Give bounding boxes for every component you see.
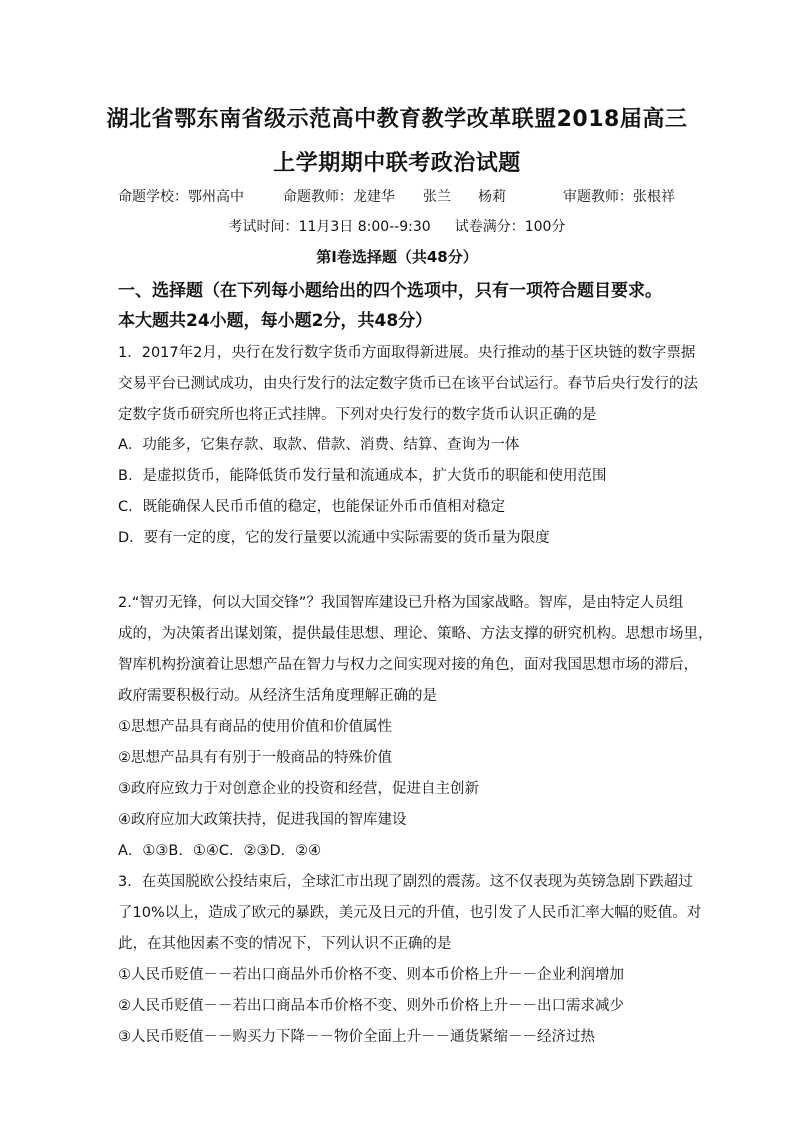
text-line: ③政府应致力于对创意企业的投资和经营，促进自主创新 — [118, 781, 479, 797]
teacher-label: 命题教师：龙建华 — [283, 189, 395, 205]
text-line: A．①③B．①④C．②③D．②④ — [118, 843, 322, 859]
exam-title-line-1: 湖北省鄂东南省级示范高中教育教学改革联盟2018届高三 — [106, 107, 688, 132]
reviewer-label: 审题教师：张根祥 — [563, 189, 675, 205]
school-label: 命题学校：鄂州高中 — [118, 189, 244, 205]
text-line: D．要有一定的度，它的发行量要以流通中实际需要的货币量为限度 — [118, 530, 550, 546]
exam-score: 试卷满分：100分 — [454, 219, 566, 235]
text-line: 此，在其他因素不变的情况下，下列认识不正确的是 — [118, 936, 452, 952]
part-title: 第Ⅰ卷选择题（共48分） — [316, 248, 478, 266]
text-line: C．既能确保人民币币值的稳定，也能保证外币币值相对稳定 — [118, 499, 506, 515]
section-title: 一、选择题（在下列每小题给出的四个选项中，只有一项符合题目要求。本大题共24小题，每小题2分，共48分） — [118, 281, 662, 331]
exam-title-line-2: 上学期期中联考政治试题 — [273, 151, 521, 176]
exam-time: 考试时间：11月3日 8:00--9:30 — [228, 219, 431, 235]
text-line: ③人民币贬值－－购买力下降－－物价全面上升－－通货紧缩－－经济过热 — [118, 1029, 595, 1045]
exam-info — [0, 216, 794, 236]
text-line: 2.“智刃无锋，何以大国交锋”？我国智库建设已升格为国家战略。智库，是由特定人员组 — [118, 595, 684, 611]
text-line: ②人民币贬值－－若出口商品本币价格不变、则外币价格上升－－出口需求减少 — [118, 998, 624, 1014]
text-line: 成的，为决策者出谋划策，提供最佳思想、理论、策略、方法支撑的研究机构。思想市场里， — [118, 626, 713, 642]
teacher-name-2: 张兰 — [423, 189, 451, 205]
text-line: ①人民币贬值－－若出口商品外币价格不变、则本币价格上升－－企业利润增加 — [118, 967, 624, 983]
text-line: 1．2017年2月，央行在发行数字货币方面取得新进展。央行推动的基于区块链的数字票据 — [118, 345, 696, 361]
text-line: ①思想产品具有商品的使用价值和价值属性 — [118, 719, 392, 735]
text-line: 定数字货币研究所也将正式挂牌。下列对央行发行的数字货币认识正确的是 — [118, 407, 597, 423]
text-line: 了10%以上，造成了欧元的暴跌，美元及日元的升值，也引发了人民币汇率大幅的贬值。对 — [118, 905, 702, 921]
teacher-name-3: 杨莉 — [478, 189, 506, 205]
text-line: 3．在英国脱欧公投结束后，全球汇市出现了剧烈的震荡。这不仅表现为英镑急剧下跌超过 — [118, 874, 693, 890]
text-line: A．功能多，它集存款、取款、借款、消费、结算、查询为一体 — [118, 437, 520, 453]
text-line: ④政府应加大政策扶持，促进我国的智库建设 — [118, 812, 407, 828]
text-line: 交易平台已测试成功，由央行发行的法定数字货币已在该平台试运行。春节后央行发行的法 — [118, 376, 698, 392]
text-line: 智库机构扮演着让思想产品在智力与权力之间实现对接的角色，面对我国思想市场的滞后， — [118, 657, 698, 673]
author-info — [118, 186, 678, 206]
text-line: ②思想产品具有有别于一般商品的特殊价值 — [118, 750, 392, 766]
text-line: B．是虚拟货币，能降低货币发行量和流通成本，扩大货币的职能和使用范围 — [118, 468, 607, 484]
text-line: 政府需要积极行动。从经济生活角度理解正确的是 — [118, 688, 437, 704]
